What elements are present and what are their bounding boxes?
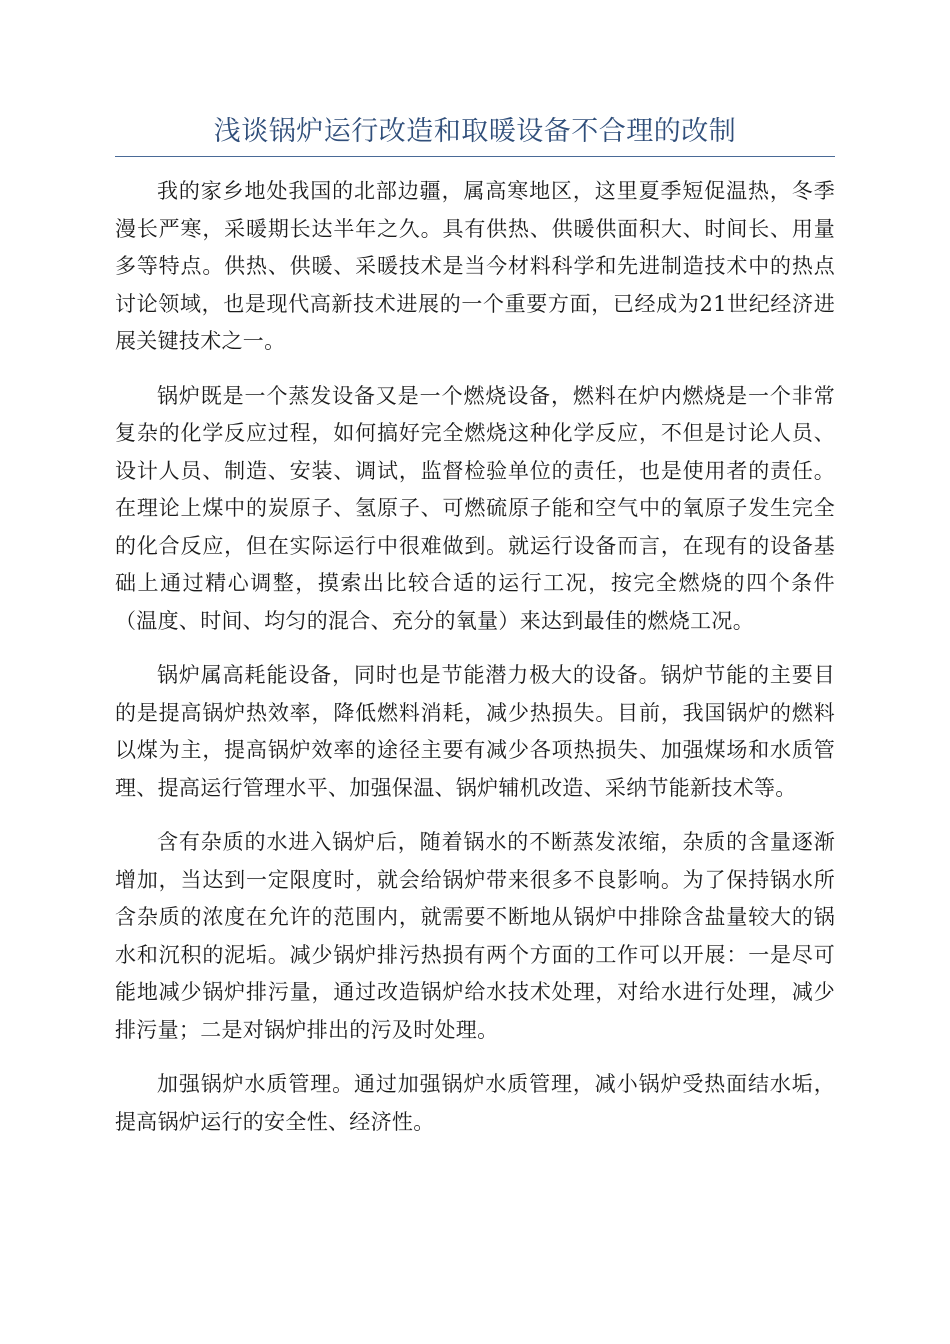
paragraph-5: 加强锅炉水质管理。通过加强锅炉水质管理，减小锅炉受热面结水垢，提高锅炉运行的安全性、经济性。 — [115, 1072, 835, 1134]
title-block — [115, 112, 835, 157]
paragraph-3: 锅炉属高耗能设备，同时也是节能潜力极大的设备。锅炉节能的主要目的是提高锅炉热效率，降低燃料消耗，减少热损失。目前，我国锅炉的燃料以煤为主，提高锅炉效率的途径主要有减少各项热损失、加强煤场和水质管理、提高运行管理水平、加强保温、锅炉辅机改造、采纳节能新技术等。 — [115, 663, 835, 800]
document-body — [115, 173, 835, 1158]
paragraph-4: 含有杂质的水进入锅炉后，随着锅水的不断蒸发浓缩，杂质的含量逐渐增加，当达到一定限度时，就会给锅炉带来很多不良影响。为了保持锅水所含杂质的浓度在允许的范围内，就需要不断地从锅炉中排除含盐量较大的锅水和沉积的泥垢。减少锅炉排污热损有两个方面的工作可以开展：一是尽可能地减少锅炉排污量，通过改造锅炉给水技术处理，对给水进行处理，减少排污量；二是对锅炉排出的污及时处理。 — [115, 830, 835, 1042]
document-title: 浅谈锅炉运行改造和取暖设备不合理的改制 — [213, 116, 737, 147]
paragraph-2: 锅炉既是一个蒸发设备又是一个燃烧设备，燃料在炉内燃烧是一个非常复杂的化学反应过程，如何搞好完全燃烧这种化学反应，不但是讨论人员、设计人员、制造、安装、调试，监督检验单位的责任，也是使用者的责任。在理论上煤中的炭原子、氢原子、可燃硫原子能和空气中的氧原子发生完全的化合反应，但在实际运行中很难做到。就运行设备而言，在现有的设备基础上通过精心调整，摸索出比较合适的运行工况，按完全燃烧的四个条件（温度、时间、均匀的混合、充分的氧量）来达到最佳的燃烧工况。 — [115, 383, 835, 633]
paragraph-1: 我的家乡地处我国的北部边疆，属高寒地区，这里夏季短促温热，冬季漫长严寒，采暖期长达半年之久。具有供热、供暖供面积大、时间长、用量多等特点。供热、供暖、采暖技术是当今材料科学和先进制造技术中的热点讨论领域，也是现代高新技术进展的一个重要方面，已经成为21世纪经济进展关键技术之一。 — [115, 179, 835, 353]
